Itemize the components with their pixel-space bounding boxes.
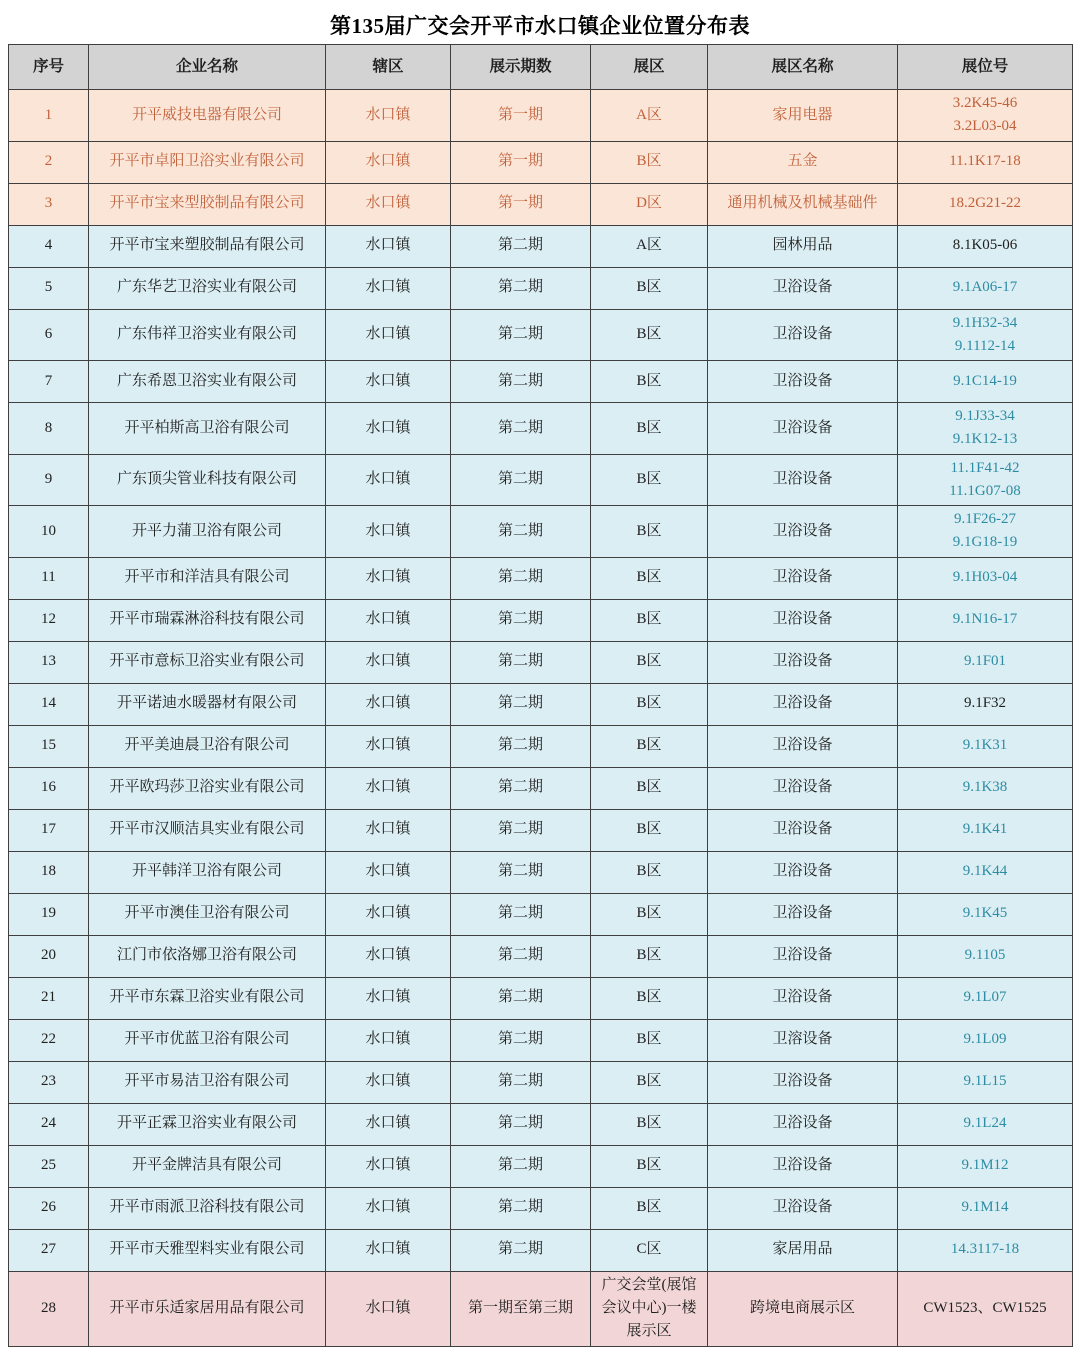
- cell-company: 开平市澳佳卫浴有限公司: [89, 893, 326, 935]
- cell-booth: [898, 767, 1073, 809]
- cell-zone_name: 卫浴设备: [708, 893, 898, 935]
- cell-zone: B区: [591, 851, 708, 893]
- cell-zone: B区: [591, 141, 708, 183]
- cell-zone: B区: [591, 683, 708, 725]
- cell-period: 第二期: [451, 893, 591, 935]
- cell-district: 水口镇: [326, 267, 451, 309]
- cell-zone_name: 跨境电商展示区: [708, 1271, 898, 1346]
- cell-company: 开平市汉顺洁具实业有限公司: [89, 809, 326, 851]
- cell-no: 23: [9, 1061, 89, 1103]
- cell-district: 水口镇: [326, 767, 451, 809]
- booth-line: 9.1F32: [963, 695, 1007, 712]
- booth-line: 14.3117-18: [950, 1241, 1020, 1258]
- cell-district: 水口镇: [326, 183, 451, 225]
- cell-period: 第二期: [451, 683, 591, 725]
- column-header-zone_name: 展区名称: [708, 45, 898, 90]
- cell-period: 第二期: [451, 506, 591, 558]
- header-row: [9, 45, 1073, 90]
- cell-company: 开平市卓阳卫浴实业有限公司: [89, 141, 326, 183]
- cell-zone: B区: [591, 1019, 708, 1061]
- cell-district: 水口镇: [326, 725, 451, 767]
- column-header-period: 展示期数: [451, 45, 591, 90]
- cell-zone: A区: [591, 90, 708, 142]
- cell-booth: [898, 361, 1073, 403]
- booth-line: 11.1K17-18: [949, 153, 1021, 170]
- table-row: [9, 267, 1073, 309]
- column-header-company: 企业名称: [89, 45, 326, 90]
- booth-line: 9.1L07: [963, 989, 1007, 1006]
- cell-district: 水口镇: [326, 506, 451, 558]
- cell-zone_name: 卫浴设备: [708, 977, 898, 1019]
- cell-no: 3: [9, 183, 89, 225]
- booth-line: 11.1F41-42: [950, 459, 1020, 476]
- cell-zone_name: 卫浴设备: [708, 1061, 898, 1103]
- cell-zone: B区: [591, 1187, 708, 1229]
- cell-company: 开平柏斯高卫浴有限公司: [89, 403, 326, 455]
- cell-company: 开平欧玛莎卫浴实业有限公司: [89, 767, 326, 809]
- table-row: [9, 641, 1073, 683]
- cell-district: 水口镇: [326, 557, 451, 599]
- cell-booth: [898, 851, 1073, 893]
- cell-zone: B区: [591, 454, 708, 506]
- cell-zone_name: 卫浴设备: [708, 309, 898, 361]
- cell-no: 21: [9, 977, 89, 1019]
- booth-line: 9.1105: [964, 947, 1006, 964]
- booth-line: 9.1L15: [963, 1073, 1007, 1090]
- table-row: [9, 767, 1073, 809]
- cell-booth: [898, 1019, 1073, 1061]
- cell-zone_name: 卫浴设备: [708, 506, 898, 558]
- table-row: [9, 309, 1073, 361]
- cell-no: 24: [9, 1103, 89, 1145]
- cell-zone: B区: [591, 267, 708, 309]
- cell-booth: [898, 977, 1073, 1019]
- booth-line: 18.2G21-22: [948, 195, 1022, 212]
- table-row: [9, 361, 1073, 403]
- page-title: 第135届广交会开平市水口镇企业位置分布表: [330, 14, 750, 38]
- cell-zone: B区: [591, 977, 708, 1019]
- cell-zone: B区: [591, 1145, 708, 1187]
- cell-period: 第二期: [451, 403, 591, 455]
- cell-company: 江门市依洛娜卫浴有限公司: [89, 935, 326, 977]
- cell-period: 第二期: [451, 809, 591, 851]
- cell-district: 水口镇: [326, 225, 451, 267]
- booth-line: 11.1G07-08: [949, 482, 1021, 499]
- cell-zone: B区: [591, 893, 708, 935]
- cell-zone: B区: [591, 767, 708, 809]
- cell-company: 开平市乐适家居用品有限公司: [89, 1271, 326, 1346]
- cell-company: 开平市易洁卫浴有限公司: [89, 1061, 326, 1103]
- cell-booth: [898, 935, 1073, 977]
- cell-zone_name: 卫浴设备: [708, 599, 898, 641]
- cell-zone_name: 卫浴设备: [708, 403, 898, 455]
- table-row: [9, 935, 1073, 977]
- table-row: [9, 683, 1073, 725]
- cell-no: 20: [9, 935, 89, 977]
- cell-district: 水口镇: [326, 1103, 451, 1145]
- table-header: [9, 45, 1073, 90]
- cell-booth: [898, 454, 1073, 506]
- cell-company: 开平诺迪水暖器材有限公司: [89, 683, 326, 725]
- cell-company: 开平美迪晨卫浴有限公司: [89, 725, 326, 767]
- cell-zone: B区: [591, 809, 708, 851]
- cell-booth: [898, 403, 1073, 455]
- cell-district: 水口镇: [326, 309, 451, 361]
- cell-company: 开平市宝来型胶制品有限公司: [89, 183, 326, 225]
- cell-zone_name: 卫浴设备: [708, 641, 898, 683]
- cell-district: 水口镇: [326, 599, 451, 641]
- cell-no: 1: [9, 90, 89, 142]
- cell-no: 27: [9, 1229, 89, 1271]
- cell-period: 第一期: [451, 90, 591, 142]
- cell-zone_name: 卫浴设备: [708, 1187, 898, 1229]
- table-row: [9, 599, 1073, 641]
- cell-period: 第一期: [451, 183, 591, 225]
- booth-line: 9.1K31: [962, 737, 1008, 754]
- cell-booth: [898, 599, 1073, 641]
- booth-line: 9.1F26-27: [953, 511, 1017, 527]
- booth-line: 9.1A06-17: [952, 279, 1018, 296]
- cell-district: 水口镇: [326, 1145, 451, 1187]
- cell-period: 第二期: [451, 267, 591, 309]
- cell-period: 第二期: [451, 1145, 591, 1187]
- cell-zone_name: 卫浴设备: [708, 851, 898, 893]
- table-row: [9, 1103, 1073, 1145]
- cell-booth: [898, 1271, 1073, 1346]
- booth-line: 9.1L24: [963, 1115, 1007, 1132]
- cell-no: 7: [9, 361, 89, 403]
- cell-booth: [898, 809, 1073, 851]
- cell-no: 18: [9, 851, 89, 893]
- cell-zone: B区: [591, 506, 708, 558]
- cell-period: 第二期: [451, 851, 591, 893]
- booth-line: 9.1K44: [962, 863, 1008, 880]
- cell-district: 水口镇: [326, 641, 451, 683]
- cell-zone: 广交会堂(展馆会议中心)一楼展示区: [591, 1271, 708, 1346]
- cell-no: 5: [9, 267, 89, 309]
- booth-line: 9.1K12-13: [952, 431, 1018, 448]
- cell-company: 开平市意标卫浴实业有限公司: [89, 641, 326, 683]
- cell-no: 17: [9, 809, 89, 851]
- table-row: [9, 1061, 1073, 1103]
- cell-district: 水口镇: [326, 1229, 451, 1271]
- cell-zone_name: 卫浴设备: [708, 809, 898, 851]
- cell-zone: D区: [591, 183, 708, 225]
- table-row: [9, 90, 1073, 142]
- booth-line: 3.2K45-46: [952, 95, 1018, 111]
- cell-no: 26: [9, 1187, 89, 1229]
- cell-booth: [898, 309, 1073, 361]
- cell-booth: [898, 1229, 1073, 1271]
- cell-zone_name: 卫浴设备: [708, 267, 898, 309]
- booth-line: 9.1C14-19: [953, 372, 1017, 389]
- cell-no: 11: [9, 557, 89, 599]
- booth-line: 9.1N16-17: [952, 611, 1018, 628]
- cell-zone_name: 卫浴设备: [708, 454, 898, 506]
- table-row: [9, 725, 1073, 767]
- cell-zone_name: 卫浴设备: [708, 1145, 898, 1187]
- cell-district: 水口镇: [326, 683, 451, 725]
- table-row: [9, 225, 1073, 267]
- table-row: [9, 1229, 1073, 1271]
- cell-district: 水口镇: [326, 809, 451, 851]
- table-row: [9, 403, 1073, 455]
- cell-zone_name: 家用电器: [708, 90, 898, 142]
- cell-district: 水口镇: [326, 1187, 451, 1229]
- cell-company: 开平市天雅型料实业有限公司: [89, 1229, 326, 1271]
- cell-no: 19: [9, 893, 89, 935]
- cell-zone: B区: [591, 599, 708, 641]
- cell-period: 第二期: [451, 454, 591, 506]
- booth-line: 9.1K38: [962, 779, 1008, 796]
- booth-line: 9.1J33-34: [955, 408, 1015, 424]
- cell-no: 22: [9, 1019, 89, 1061]
- cell-zone: B区: [591, 641, 708, 683]
- cell-company: 开平市雨派卫浴科技有限公司: [89, 1187, 326, 1229]
- booth-line: CW1523、CW1525: [923, 1299, 1047, 1316]
- booth-line: 9.1H03-04: [952, 569, 1018, 586]
- cell-period: 第二期: [451, 725, 591, 767]
- cell-period: 第二期: [451, 309, 591, 361]
- cell-period: 第二期: [451, 977, 591, 1019]
- column-header-booth: 展位号: [898, 45, 1073, 90]
- cell-no: 13: [9, 641, 89, 683]
- cell-period: 第二期: [451, 599, 591, 641]
- table-row: [9, 893, 1073, 935]
- cell-booth: [898, 225, 1073, 267]
- cell-period: 第二期: [451, 1103, 591, 1145]
- column-header-no: 序号: [9, 45, 89, 90]
- cell-zone_name: 卫浴设备: [708, 767, 898, 809]
- booth-line: 9.1112-14: [954, 337, 1016, 354]
- cell-zone_name: 五金: [708, 141, 898, 183]
- booth-location-table: [8, 44, 1073, 1347]
- cell-zone: B区: [591, 1103, 708, 1145]
- cell-company: 广东伟祥卫浴实业有限公司: [89, 309, 326, 361]
- cell-booth: [898, 893, 1073, 935]
- booth-line: 9.1M12: [961, 1157, 1009, 1174]
- table-row: [9, 141, 1073, 183]
- cell-period: 第一期: [451, 141, 591, 183]
- cell-district: 水口镇: [326, 454, 451, 506]
- table-row: [9, 1187, 1073, 1229]
- cell-company: 开平市瑞霖淋浴科技有限公司: [89, 599, 326, 641]
- cell-district: 水口镇: [326, 403, 451, 455]
- table-row: [9, 183, 1073, 225]
- cell-zone: A区: [591, 225, 708, 267]
- cell-company: 开平市和洋洁具有限公司: [89, 557, 326, 599]
- cell-company: 开平力蒲卫浴有限公司: [89, 506, 326, 558]
- cell-company: 开平市东霖卫浴实业有限公司: [89, 977, 326, 1019]
- cell-district: 水口镇: [326, 851, 451, 893]
- cell-zone_name: 园林用品: [708, 225, 898, 267]
- cell-zone_name: 卫浴设备: [708, 683, 898, 725]
- cell-district: 水口镇: [326, 141, 451, 183]
- cell-booth: [898, 506, 1073, 558]
- cell-company: 开平市宝来塑胶制品有限公司: [89, 225, 326, 267]
- cell-zone_name: 通用机械及机械基础件: [708, 183, 898, 225]
- cell-period: 第二期: [451, 935, 591, 977]
- cell-no: 6: [9, 309, 89, 361]
- cell-no: 2: [9, 141, 89, 183]
- cell-zone_name: 卫浴设备: [708, 725, 898, 767]
- table-row: [9, 809, 1073, 851]
- booth-line: 9.1M14: [961, 1199, 1009, 1216]
- cell-booth: [898, 725, 1073, 767]
- booth-line: 9.1G18-19: [952, 534, 1018, 551]
- cell-period: 第二期: [451, 557, 591, 599]
- cell-booth: [898, 1103, 1073, 1145]
- cell-booth: [898, 1145, 1073, 1187]
- table-row: [9, 1145, 1073, 1187]
- cell-booth: [898, 183, 1073, 225]
- cell-period: 第二期: [451, 225, 591, 267]
- booth-line: 9.1K41: [962, 821, 1008, 838]
- cell-booth: [898, 641, 1073, 683]
- cell-no: 16: [9, 767, 89, 809]
- cell-period: 第二期: [451, 361, 591, 403]
- table-row: [9, 506, 1073, 558]
- cell-no: 12: [9, 599, 89, 641]
- table-row: [9, 557, 1073, 599]
- cell-no: 15: [9, 725, 89, 767]
- cell-company: 广东华艺卫浴实业有限公司: [89, 267, 326, 309]
- booth-line: 8.1K05-06: [952, 237, 1018, 254]
- cell-company: 开平金牌洁具有限公司: [89, 1145, 326, 1187]
- cell-period: 第一期至第三期: [451, 1271, 591, 1346]
- cell-zone: B区: [591, 557, 708, 599]
- cell-company: 广东顶尖管业科技有限公司: [89, 454, 326, 506]
- table-row: [9, 977, 1073, 1019]
- cell-booth: [898, 141, 1073, 183]
- cell-zone: C区: [591, 1229, 708, 1271]
- cell-zone_name: 卫溶设备: [708, 1019, 898, 1061]
- cell-booth: [898, 90, 1073, 142]
- cell-zone_name: 家居用品: [708, 1229, 898, 1271]
- cell-district: 水口镇: [326, 1061, 451, 1103]
- table-row: [9, 1019, 1073, 1061]
- table-row: [9, 454, 1073, 506]
- cell-period: 第二期: [451, 641, 591, 683]
- cell-booth: [898, 267, 1073, 309]
- cell-no: 4: [9, 225, 89, 267]
- cell-district: 水口镇: [326, 1271, 451, 1346]
- cell-period: 第二期: [451, 1061, 591, 1103]
- cell-zone_name: 卫浴设备: [708, 361, 898, 403]
- cell-no: 25: [9, 1145, 89, 1187]
- cell-zone: B区: [591, 725, 708, 767]
- cell-zone: B区: [591, 309, 708, 361]
- cell-no: 8: [9, 403, 89, 455]
- booth-line: 9.1K45: [962, 905, 1008, 922]
- cell-zone_name: 卫浴设备: [708, 935, 898, 977]
- booth-line: 9.1F01: [963, 653, 1007, 670]
- cell-no: 14: [9, 683, 89, 725]
- cell-company: 开平韩洋卫浴有限公司: [89, 851, 326, 893]
- table-row: [9, 851, 1073, 893]
- cell-period: 第二期: [451, 1019, 591, 1061]
- cell-company: 开平市优蓝卫浴有限公司: [89, 1019, 326, 1061]
- cell-zone_name: 卫浴设备: [708, 1103, 898, 1145]
- cell-zone: B区: [591, 935, 708, 977]
- cell-district: 水口镇: [326, 977, 451, 1019]
- booth-line: 9.1H32-34: [952, 314, 1018, 331]
- cell-booth: [898, 557, 1073, 599]
- table-body: [9, 90, 1073, 1347]
- cell-company: 开平威技电器有限公司: [89, 90, 326, 142]
- cell-zone_name: 卫浴设备: [708, 557, 898, 599]
- cell-zone: B区: [591, 403, 708, 455]
- column-header-zone: 展区: [591, 45, 708, 90]
- cell-district: 水口镇: [326, 90, 451, 142]
- cell-booth: [898, 1061, 1073, 1103]
- booth-line: 3.2L03-04: [953, 118, 1017, 135]
- cell-no: 28: [9, 1271, 89, 1346]
- cell-company: 开平正霖卫浴实业有限公司: [89, 1103, 326, 1145]
- cell-period: 第二期: [451, 767, 591, 809]
- table-row: [9, 1271, 1073, 1346]
- cell-no: 10: [9, 506, 89, 558]
- booth-line: 9.1L09: [963, 1031, 1007, 1048]
- cell-district: 水口镇: [326, 361, 451, 403]
- cell-district: 水口镇: [326, 1019, 451, 1061]
- cell-district: 水口镇: [326, 935, 451, 977]
- cell-zone: B区: [591, 1061, 708, 1103]
- cell-period: 第二期: [451, 1187, 591, 1229]
- cell-company: 广东希恩卫浴实业有限公司: [89, 361, 326, 403]
- cell-booth: [898, 1187, 1073, 1229]
- column-header-district: 辖区: [326, 45, 451, 90]
- cell-district: 水口镇: [326, 893, 451, 935]
- cell-period: 第二期: [451, 1229, 591, 1271]
- cell-booth: [898, 683, 1073, 725]
- cell-no: 9: [9, 454, 89, 506]
- cell-zone: B区: [591, 361, 708, 403]
